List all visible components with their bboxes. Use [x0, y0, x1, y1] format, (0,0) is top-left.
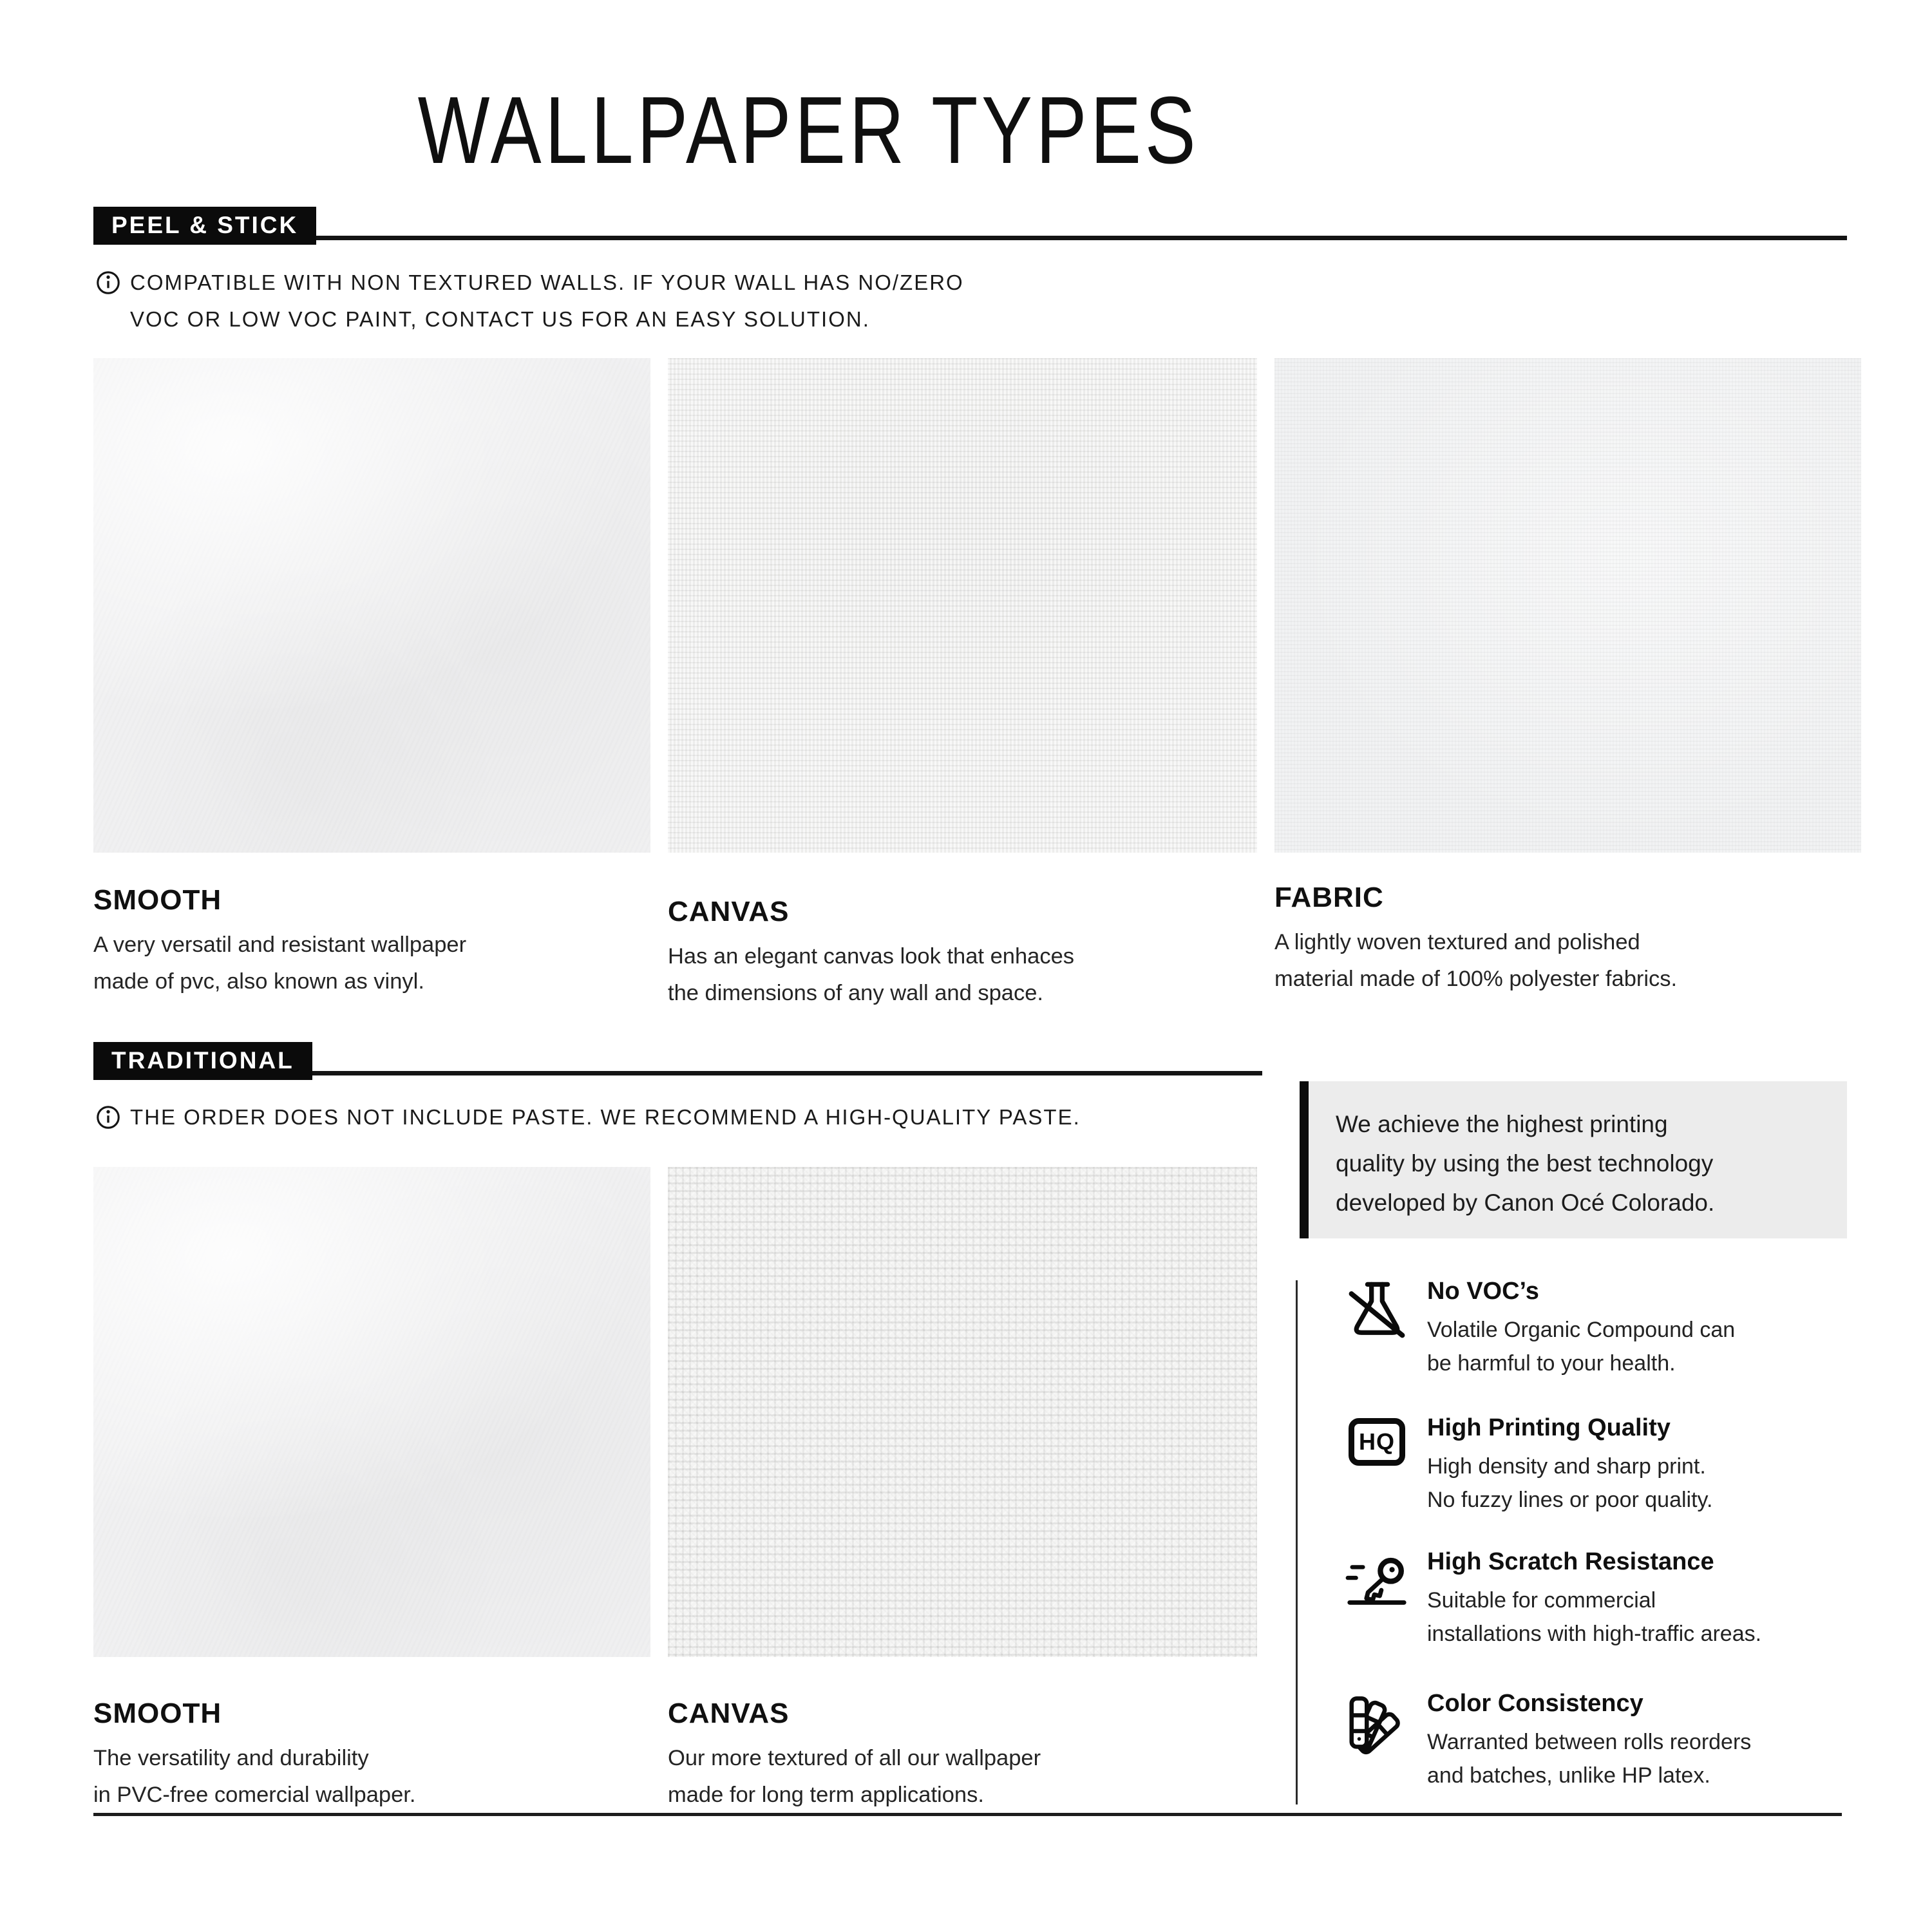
features-divider: [1296, 1280, 1298, 1804]
hq-icon-label: HQ: [1359, 1428, 1395, 1455]
feature-title: High Printing Quality: [1427, 1414, 1671, 1441]
swatch-image-traditional-smooth: [93, 1167, 650, 1657]
feature-desc-line: and batches, unlike HP latex.: [1427, 1763, 1710, 1788]
swatch-desc-line: in PVC-free comercial wallpaper.: [93, 1783, 416, 1807]
peel-stick-badge: [93, 207, 316, 245]
swatch-title: CANVAS: [668, 1698, 790, 1729]
swatch-label-traditional-smooth: [93, 1698, 650, 1814]
swatch-image-peel-fabric: [1274, 358, 1861, 853]
feature-desc-line: No fuzzy lines or poor quality.: [1427, 1488, 1713, 1512]
quote-accent-bar: [1300, 1081, 1309, 1238]
note-line: VOC OR LOW VOC PAINT, CONTACT US FOR AN EASY SOLUTION.: [130, 307, 870, 331]
info-icon: [95, 1104, 121, 1130]
feature-desc-line: be harmful to your health.: [1427, 1351, 1676, 1376]
traditional-note: [95, 1099, 1081, 1135]
swatch-title: CANVAS: [668, 896, 790, 927]
scratch-key-icon: [1342, 1548, 1412, 1614]
swatch-title: SMOOTH: [93, 1698, 222, 1729]
info-icon: [95, 270, 121, 296]
peel-stick-note: [95, 264, 964, 337]
swatch-desc-line: A lightly woven textured and polished: [1274, 930, 1640, 954]
printing-quality-note: [1309, 1081, 1847, 1238]
feature-no-vocs: [1341, 1278, 1862, 1380]
peel-stick-rule: [258, 236, 1847, 240]
no-voc-flask-icon: [1343, 1278, 1410, 1345]
swatch-image-peel-canvas: [668, 358, 1257, 853]
peel-stick-badge-label: PEEL & STICK: [111, 212, 299, 238]
hq-badge-icon: [1349, 1418, 1405, 1466]
quote-line: developed by Canon Océ Colorado.: [1336, 1189, 1715, 1216]
feature-desc-line: Suitable for commercial: [1427, 1588, 1656, 1613]
feature-desc-line: installations with high-traffic areas.: [1427, 1622, 1762, 1646]
traditional-badge: [93, 1042, 312, 1080]
feature-desc-line: Warranted between rolls reorders: [1427, 1730, 1752, 1754]
swatch-title: FABRIC: [1274, 882, 1384, 913]
feature-title: Color Consistency: [1427, 1690, 1643, 1717]
quote-line: quality by using the best technology: [1336, 1150, 1714, 1177]
swatch-label-traditional-canvas: [668, 1698, 1257, 1814]
feature-color-consistency: [1341, 1690, 1862, 1792]
feature-title: High Scratch Resistance: [1427, 1548, 1714, 1575]
traditional-rule: [258, 1071, 1262, 1075]
swatch-image-traditional-canvas: [668, 1167, 1257, 1657]
note-line: COMPATIBLE WITH NON TEXTURED WALLS. IF YOUR WALL HAS NO/ZERO: [130, 270, 964, 294]
swatch-desc-line: Our more textured of all our wallpaper: [668, 1746, 1041, 1770]
swatch-desc-line: made for long term applications.: [668, 1783, 984, 1807]
feature-high-printing-quality: [1341, 1414, 1862, 1517]
note-line: THE ORDER DOES NOT INCLUDE PASTE. WE RECOMMEND A HIGH-QUALITY PASTE.: [130, 1105, 1081, 1129]
swatch-image-peel-smooth: [93, 358, 650, 853]
swatch-desc-line: made of pvc, also known as vinyl.: [93, 969, 424, 994]
swatch-label-peel-smooth: [93, 884, 650, 1000]
swatch-label-peel-fabric: [1274, 882, 1861, 998]
feature-desc-line: Volatile Organic Compound can: [1427, 1318, 1736, 1342]
swatch-desc-line: A very versatil and resistant wallpaper: [93, 933, 467, 957]
page-title: WALLPAPER TYPES: [417, 77, 1199, 184]
feature-high-scratch-resistance: [1341, 1548, 1862, 1651]
swatch-desc-line: material made of 100% polyester fabrics.: [1274, 967, 1678, 991]
swatch-label-peel-canvas: [668, 896, 1257, 1012]
bottom-rule: [93, 1813, 1842, 1816]
swatch-desc-line: The versatility and durability: [93, 1746, 369, 1770]
traditional-badge-label: TRADITIONAL: [111, 1047, 294, 1074]
feature-title: No VOC’s: [1427, 1278, 1539, 1305]
feature-desc-line: High density and sharp print.: [1427, 1454, 1706, 1479]
color-swatches-icon: [1346, 1690, 1408, 1754]
swatch-title: SMOOTH: [93, 884, 222, 916]
quote-line: We achieve the highest printing: [1336, 1111, 1668, 1137]
swatch-desc-line: the dimensions of any wall and space.: [668, 981, 1044, 1005]
swatch-desc-line: Has an elegant canvas look that enhaces: [668, 944, 1075, 969]
